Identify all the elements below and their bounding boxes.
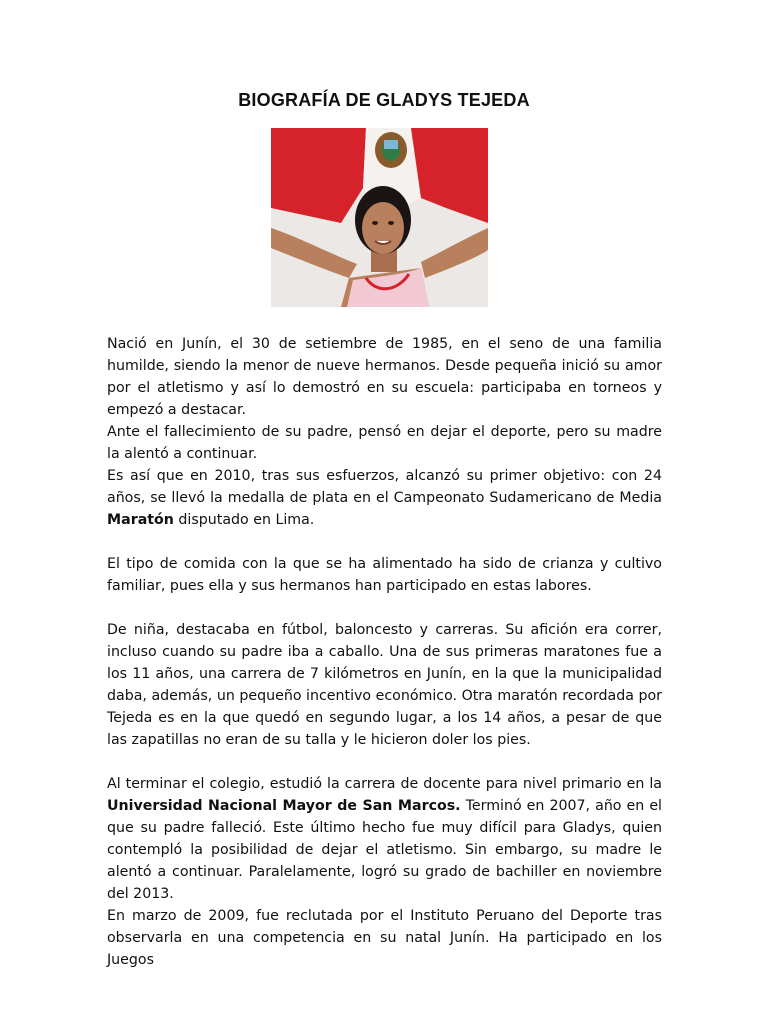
- paragraph-birth: Nació en Junín, el 30 de setiembre de 1985, en el seno de una familia humilde, siendo la menor de nueve hermanos. Desde pequeña inició su amor por el atletismo y así lo demostró en su escuela: participaba en torneos y empezó a destacar.: [107, 336, 662, 418]
- paragraph-studies: [107, 773, 662, 905]
- page-title: BIOGRAFÍA DE GLADYS TEJEDA: [238, 90, 530, 110]
- studies-text: Al terminar el colegio, estudió la carrera de docente para nivel primario en la: [107, 776, 662, 792]
- studies-cont-text: Terminó en 2007, año en el que su padre falleció. Este último hecho fue muy difícil para Gladys, quien contempló la posibilidad de dejar el atletismo. Sin embargo, su madre le alentó a continuar. Paralelamente, logró su grado de bachiller en noviembre del 2013.: [107, 798, 662, 902]
- biography-text: [107, 333, 662, 971]
- spacer: [107, 751, 662, 773]
- maraton-bold: Maratón: [107, 512, 174, 528]
- paragraph-recruited: En marzo de 2009, fue reclutada por el Instituto Peruano del Deporte tras observarla en una competencia en su natal Junín. Ha participado en los Juegos: [107, 908, 662, 968]
- spacer: [107, 531, 662, 553]
- medal-text: Es así que en 2010, tras sus esfuerzos, alcanzó su primer objetivo: con 24 años, se llevó la medalla de plata en el Campeonato Sudamericano de Media: [107, 468, 662, 506]
- paragraph-father: Ante el fallecimiento de su padre, pensó en dejar el deporte, pero su madre la alentó a continuar.: [107, 424, 662, 462]
- athlete-with-flag-image: [271, 128, 488, 307]
- paragraph-medal: [107, 465, 662, 531]
- lima-text: disputado en Lima.: [178, 512, 315, 528]
- athlete-photo: [271, 128, 488, 307]
- spacer: [107, 597, 662, 619]
- university-bold: Universidad Nacional Mayor de San Marcos.: [107, 798, 461, 814]
- paragraph-childhood: De niña, destacaba en fútbol, baloncesto y carreras. Su afición era correr, incluso cuando su padre iba a caballo. Una de sus primeras maratones fue a los 11 años, una carrera de 7 kilómetros en Junín, en la que la municipalidad daba, además, un pequeño incentivo económico. Otra maratón recordada por Tejeda es en la que quedó en segundo lugar, a los 14 años, a pesar de que las zapatillas no eran de su talla y le hicieron doler los pies.: [107, 622, 662, 748]
- paragraph-food: El tipo de comida con la que se ha alimentado ha sido de crianza y cultivo familiar, pues ella y sus hermanos han participado en estas labores.: [107, 556, 662, 594]
